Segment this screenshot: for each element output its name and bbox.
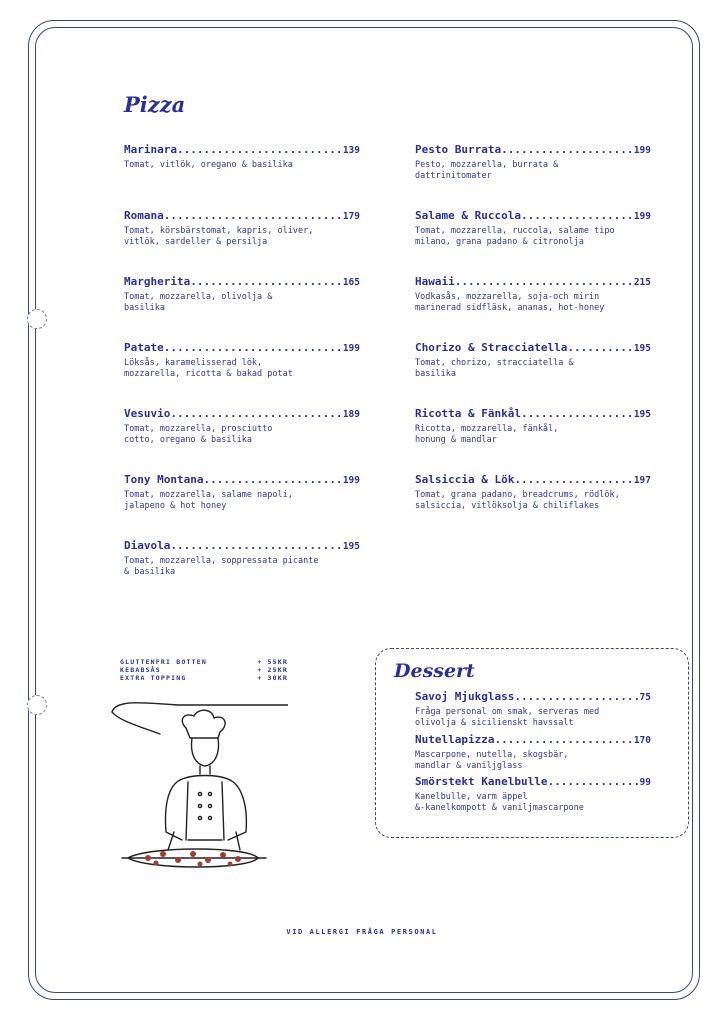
item-price: 199	[342, 475, 360, 486]
item-name: Margherita	[124, 275, 191, 288]
item-price: 199	[342, 343, 360, 354]
item-description: Fråga personal om smak, serveras med olivolja & sicilienskt havssalt	[415, 707, 600, 728]
menu-item	[124, 143, 360, 171]
menu-item	[124, 209, 360, 247]
menu-item	[124, 539, 360, 577]
menu-item	[415, 209, 651, 247]
chef-icon	[108, 690, 288, 890]
item-price: 195	[633, 343, 651, 354]
extra-price: + 55KR	[257, 658, 288, 666]
item-name: Smörstekt Kanelbulle	[415, 775, 548, 788]
item-price: 195	[633, 409, 651, 420]
item-price: 170	[633, 735, 651, 746]
item-name: Hawaii	[415, 275, 455, 288]
extra-label: KEBABSÅS	[120, 666, 161, 674]
item-description: Tomat, vitlök, oregano & basilika	[124, 160, 293, 170]
dessert-item	[415, 733, 651, 771]
punch-hole-top	[27, 309, 47, 329]
item-price: 195	[342, 541, 360, 552]
item-description: Tomat, mozzarella, salame napoli, jalapeno & hot honey	[124, 490, 293, 511]
menu-item	[124, 473, 360, 511]
dessert-item	[415, 775, 651, 813]
extras-row	[120, 674, 288, 682]
extras-list	[120, 658, 288, 682]
punch-hole-bottom	[27, 695, 47, 715]
allergy-note: VID ALLERGI FRÅGA PERSONAL	[286, 928, 438, 936]
item-price: 189	[342, 409, 360, 420]
item-price: 139	[342, 145, 360, 156]
extra-price: + 25KR	[257, 666, 288, 674]
item-description: Vodkasås, mozzarella, soja-och mirin marinerad sidfläsk, ananas, hot-honey	[415, 292, 605, 313]
item-description: Kanelbulle, varm äppel &-kanelkompott & vaniljmascarpone	[415, 792, 584, 813]
item-description: Tomat, chorizo, stracciatella & basilika	[415, 358, 574, 379]
item-name: Diavola	[124, 539, 171, 552]
item-price: 75	[639, 692, 651, 703]
item-description: Tomat, körsbärstomat, kapris, oliver, vitlök, sardeller & persilja	[124, 226, 314, 247]
dessert-title: Dessert	[394, 660, 475, 682]
item-description: Tomat, mozzarella, soppressata picante & basilika	[124, 556, 319, 577]
extras-row	[120, 658, 288, 666]
item-name: Salsiccia & Lök	[415, 473, 515, 486]
menu-item	[415, 143, 651, 181]
item-name: Chorizo & Stracciatella	[415, 341, 568, 354]
menu-item	[124, 407, 360, 445]
item-name: Tony Montana	[124, 473, 204, 486]
extras-row	[120, 666, 288, 674]
extra-label: GLUTTENFRI BOTTEN	[120, 658, 207, 666]
item-price: 199	[633, 211, 651, 222]
menu-item	[415, 407, 651, 445]
pizza-title: Pizza	[124, 92, 186, 117]
item-price: 99	[639, 777, 651, 788]
extra-label: EXTRA TOPPING	[120, 674, 187, 682]
item-price: 215	[633, 277, 651, 288]
item-name: Salame & Ruccola	[415, 209, 521, 222]
item-name: Marinara	[124, 143, 177, 156]
item-description: Tomat, mozzarella, olivolja & basilika	[124, 292, 273, 313]
menu-item	[124, 275, 360, 313]
menu-item	[124, 341, 360, 379]
item-price: 165	[342, 277, 360, 288]
item-description: Löksås, karamelisserad lök, mozzarella, ricotta & bakad potat	[124, 358, 293, 379]
item-name: Romana	[124, 209, 164, 222]
extra-price: + 30KR	[257, 674, 288, 682]
item-description: Mascarpone, nutella, skogsbär, mandlar & vaniljglass	[415, 750, 569, 771]
item-name: Vesuvio	[124, 407, 171, 420]
item-description: Pesto, mozzarella, burrata & dattrinitomater	[415, 160, 559, 181]
item-name: Ricotta & Fänkål	[415, 407, 521, 420]
item-name: Savoj Mjukglass	[415, 690, 515, 703]
dessert-item	[415, 690, 651, 728]
item-name: Nutellapizza	[415, 733, 495, 746]
item-description: Tomat, mozzarella, ruccola, salame tipo milano, grana padano & citronolja	[415, 226, 615, 247]
item-description: Tomat, mozzarella, prosciutto cotto, oregano & basilika	[124, 424, 273, 445]
menu-item	[415, 473, 651, 511]
item-name: Patate	[124, 341, 164, 354]
item-price: 199	[633, 145, 651, 156]
item-price: 197	[633, 475, 651, 486]
menu-item	[415, 275, 651, 313]
menu-item	[415, 341, 651, 379]
item-price: 179	[342, 211, 360, 222]
item-description: Ricotta, mozzarella, fänkål, honung & mandlar	[415, 424, 559, 445]
item-description: Tomat, grana padano, breadcrums, rödlök, salsiccia, vitlöksolja & chiliflakes	[415, 490, 620, 511]
item-name: Pesto Burrata	[415, 143, 502, 156]
